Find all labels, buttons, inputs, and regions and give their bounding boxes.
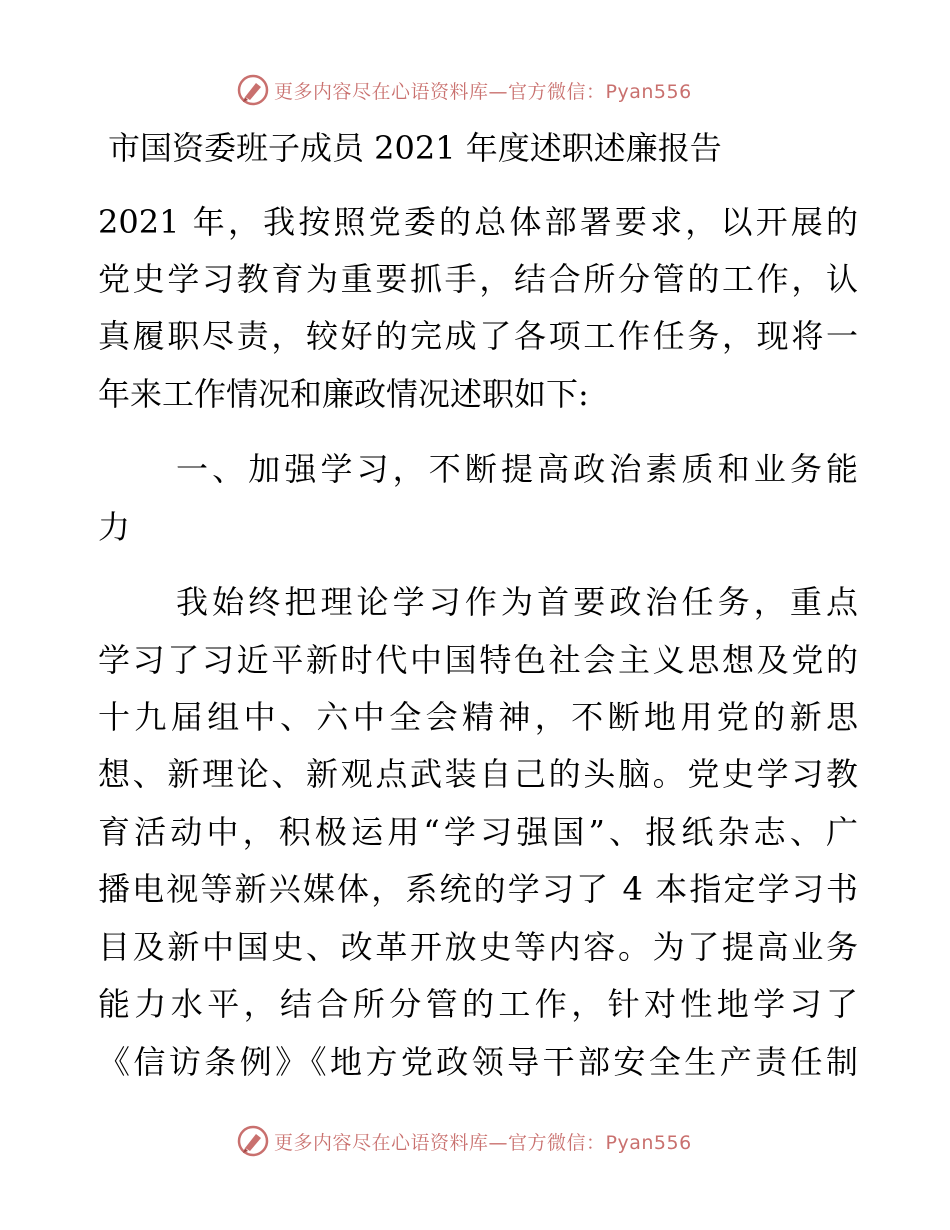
- paragraph-1-line-3: 真履职尽责，较好的完成了各项工作任务，现将一: [98, 317, 858, 355]
- paragraph-2-line-1: 我始终把理论学习作为首要政治任务，重点: [176, 583, 858, 621]
- paragraph-2-line-7: 目及新中国史、改革开放史等内容。为了提高业务: [98, 928, 858, 966]
- paragraph-2-line-8: 能力水平，结合所分管的工作，针对性地学习了: [98, 985, 858, 1023]
- paragraph-1-line-1: 2021 年，我按照党委的总体部署要求，以开展的: [98, 203, 858, 241]
- paragraph-1-line-2: 党史学习教育为重要抓手，结合所分管的工作，认: [98, 260, 858, 298]
- pen-logo-icon: [236, 73, 270, 107]
- watermark-header: [236, 73, 692, 107]
- paragraph-1-line-4: 年来工作情况和廉政情况述职如下:: [98, 375, 589, 413]
- paragraph-2-line-2: 学习了习近平新时代中国特色社会主义思想及党的: [98, 641, 858, 679]
- paragraph-2-line-3: 十九届组中、六中全会精神，不断地用党的新思: [98, 698, 858, 736]
- paragraph-2-line-4: 想、新理论、新观点武装自己的头脑。党史学习教: [98, 755, 858, 793]
- pen-logo-icon: [236, 1124, 270, 1158]
- watermark-text: 更多内容尽在心语资料库—官方微信：Pyan556: [274, 80, 692, 103]
- watermark-text: 更多内容尽在心语资料库—官方微信：Pyan556: [274, 1131, 692, 1154]
- paragraph-2-line-6: 播电视等新兴媒体，系统的学习了 4 本指定学习书: [98, 870, 858, 908]
- section-heading-line-1: 一、加强学习，不断提高政治素质和业务能: [176, 450, 858, 488]
- paragraph-2-line-5: 育活动中，积极运用“学习强国”、报纸杂志、广: [98, 813, 858, 851]
- paragraph-2-line-9: 《信访条例》《地方党政领导干部安全生产责任制: [98, 1043, 858, 1081]
- watermark-footer: [236, 1124, 692, 1158]
- document-title: 市国资委班子成员 2021 年度述职述廉报告: [108, 129, 722, 167]
- section-heading-line-2: 力: [98, 508, 131, 546]
